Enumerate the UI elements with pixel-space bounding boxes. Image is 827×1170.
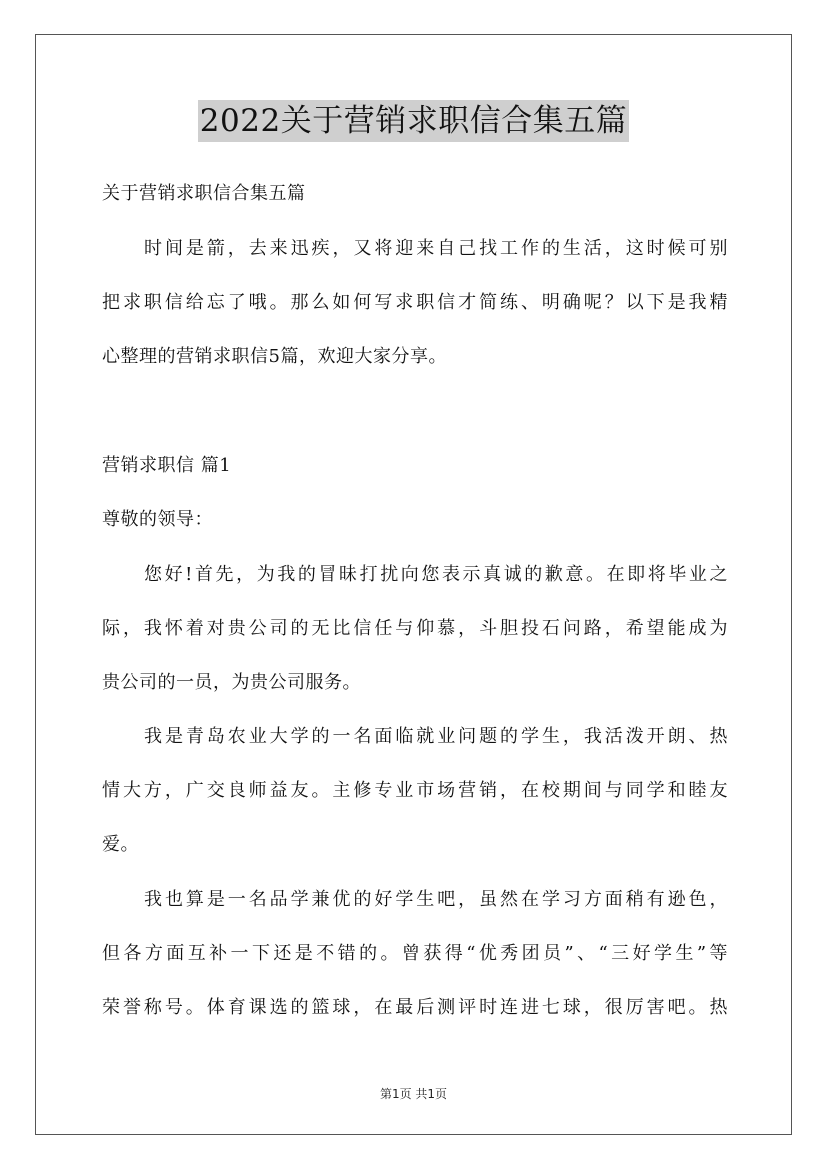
body-line: 心整理的营销求职信5篇，欢迎大家分享。 bbox=[102, 346, 447, 367]
body-line: 把求职信给忘了哦。那么如何写求职信才简练、明确呢？以下是我精 bbox=[102, 292, 728, 313]
body-line: 情大方，广交良师益友。主修专业市场营销，在校期间与同学和睦友 bbox=[102, 780, 728, 801]
body-line: 贵公司的一员，为贵公司服务。 bbox=[102, 672, 361, 693]
salutation: 尊敬的领导： bbox=[102, 509, 213, 530]
body-line: 荣誉称号。体育课选的篮球，在最后测评时连进七球，很厉害吧。热 bbox=[102, 997, 728, 1018]
body-line: 但各方面互补一下还是不错的。曾获得“优秀团员”、“三好学生”等 bbox=[102, 943, 728, 964]
document-title: 2022关于营销求职信合集五篇 bbox=[198, 100, 629, 142]
body-line: 我是青岛农业大学的一名面临就业问题的学生，我活泼开朗、热 bbox=[144, 726, 728, 747]
body-line: 您好!首先，为我的冒昧打扰向您表示真诚的歉意。在即将毕业之 bbox=[144, 564, 728, 585]
body-line: 际，我怀着对贵公司的无比信任与仰慕，斗胆投石问路，希望能成为 bbox=[102, 618, 728, 639]
body-line: 我也算是一名品学兼优的好学生吧，虽然在学习方面稍有逊色， bbox=[144, 889, 728, 910]
body-line: 时间是箭，去来迅疾，又将迎来自己找工作的生活，这时候可别 bbox=[144, 238, 728, 259]
body-line: 爱。 bbox=[102, 834, 139, 855]
title-block bbox=[0, 100, 827, 142]
section-heading: 营销求职信 篇1 bbox=[102, 455, 232, 476]
subtitle-line: 关于营销求职信合集五篇 bbox=[102, 183, 306, 204]
page-footer: 第1页 共1页 bbox=[379, 1087, 448, 1101]
